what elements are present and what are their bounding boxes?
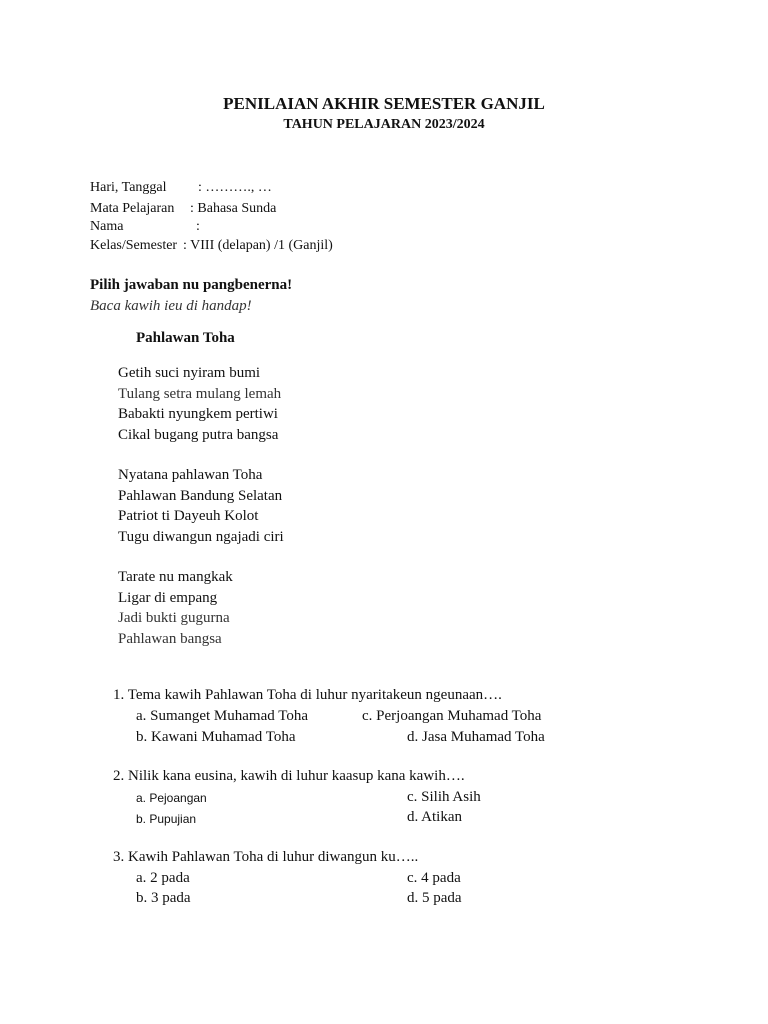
mapel-value: : Bahasa Sunda (190, 201, 277, 216)
poem-line: Nyatana pahlawan Toha (118, 467, 263, 483)
kelas-label: Kelas/Semester (90, 238, 178, 253)
poem-title: Pahlawan Toha (136, 330, 235, 346)
question-1-option-a: a. Sumanget Muhamad Toha (136, 708, 308, 724)
instruction-main: Pilih jawaban nu pangbenerna! (90, 277, 293, 293)
poem-line: Babakti nyungkem pertiwi (118, 406, 278, 422)
poem-body (118, 363, 284, 649)
question-2-text: 2. Nilik kana eusina, kawih di luhur kaasup kana kawih…. (113, 768, 465, 784)
poem-line: Jadi bukti gugurna (118, 610, 230, 626)
poem-line: Ligar di empang (118, 589, 218, 606)
nama-value: : (196, 219, 200, 234)
poem-line: Patriot ti Dayeuh Kolot (118, 508, 259, 524)
hari-value: : ………., … (198, 180, 272, 195)
question-3-option-a: a. 2 pada (136, 870, 190, 886)
poem-line: Tugu diwangun ngajadi ciri (118, 528, 284, 545)
question-1-option-d: d. Jasa Muhamad Toha (407, 729, 545, 745)
question-3-option-b: b. 3 pada (136, 890, 191, 906)
kelas-value: : VIII (delapan) /1 (Ganjil) (183, 238, 333, 253)
question-1-option-c: c. Perjoangan Muhamad Toha (362, 708, 542, 724)
info-hari-row (90, 180, 272, 196)
info-mapel-row (90, 201, 276, 217)
poem-line: Pahlawan bangsa (118, 630, 222, 647)
poem-line: Tarate nu mangkak (118, 569, 233, 585)
poem-line: Pahlawan Bandung Selatan (118, 487, 283, 504)
question-2-option-a: a. Pejoangan (136, 791, 207, 805)
poem-line: Cikal bugang putra bangsa (118, 426, 279, 443)
page-subtitle: TAHUN PELAJARAN 2023/2024 (283, 117, 485, 132)
nama-label: Nama (90, 219, 124, 234)
hari-label: Hari, Tanggal (90, 180, 167, 195)
poem-line: Tulang setra mulang lemah (118, 385, 282, 402)
info-nama-row (90, 219, 200, 235)
question-2-option-c: c. Silih Asih (407, 789, 481, 805)
question-1-text: 1. Tema kawih Pahlawan Toha di luhur nyaritakeun ngeunaan…. (113, 687, 502, 703)
question-3-option-d: d. 5 pada (407, 890, 462, 906)
page-title: PENILAIAN AKHIR SEMESTER GANJIL (223, 94, 545, 113)
question-3-option-c: c. 4 pada (407, 870, 461, 886)
mapel-label: Mata Pelajaran (90, 201, 175, 216)
instruction-sub: Baca kawih ieu di handap! (90, 298, 252, 314)
question-2-option-b: b. Pupujian (136, 812, 197, 826)
question-2-option-d: d. Atikan (407, 809, 462, 825)
question-1-option-b: b. Kawani Muhamad Toha (136, 729, 296, 745)
question-3-text: 3. Kawih Pahlawan Toha di luhur diwangun ku….. (113, 849, 419, 865)
poem-line: Getih suci nyiram bumi (118, 365, 261, 381)
info-kelas-row (90, 238, 333, 254)
